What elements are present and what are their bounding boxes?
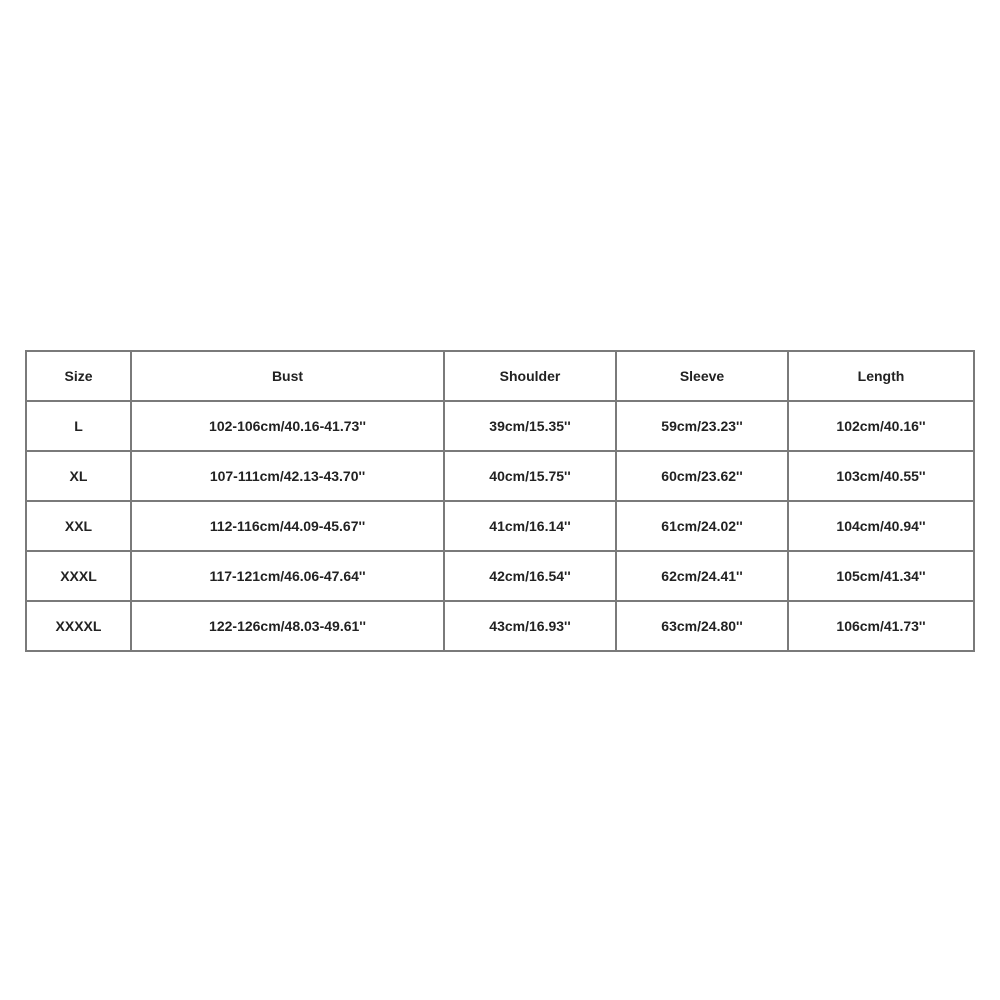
header-sleeve: Sleeve — [617, 352, 789, 402]
header-bust: Bust — [132, 352, 445, 402]
cell-shoulder: 43cm/16.93'' — [445, 602, 617, 652]
cell-sleeve: 63cm/24.80'' — [617, 602, 789, 652]
header-length: Length — [789, 352, 975, 402]
cell-sleeve: 60cm/23.62'' — [617, 452, 789, 502]
cell-bust: 102-106cm/40.16-41.73'' — [132, 402, 445, 452]
table-row — [27, 602, 975, 652]
cell-size: XXL — [27, 502, 132, 552]
cell-length: 105cm/41.34'' — [789, 552, 975, 602]
cell-size: XL — [27, 452, 132, 502]
cell-length: 103cm/40.55'' — [789, 452, 975, 502]
cell-shoulder: 42cm/16.54'' — [445, 552, 617, 602]
cell-sleeve: 59cm/23.23'' — [617, 402, 789, 452]
cell-bust: 122-126cm/48.03-49.61'' — [132, 602, 445, 652]
cell-size: XXXXL — [27, 602, 132, 652]
table-row — [27, 502, 975, 552]
header-shoulder: Shoulder — [445, 352, 617, 402]
cell-bust: 112-116cm/44.09-45.67'' — [132, 502, 445, 552]
size-chart-table — [25, 350, 975, 652]
cell-shoulder: 40cm/15.75'' — [445, 452, 617, 502]
cell-size: XXXL — [27, 552, 132, 602]
header-size: Size — [27, 352, 132, 402]
table-row — [27, 452, 975, 502]
table-header-row — [27, 352, 975, 402]
cell-sleeve: 61cm/24.02'' — [617, 502, 789, 552]
cell-bust: 107-111cm/42.13-43.70'' — [132, 452, 445, 502]
cell-shoulder: 41cm/16.14'' — [445, 502, 617, 552]
cell-bust: 117-121cm/46.06-47.64'' — [132, 552, 445, 602]
cell-length: 106cm/41.73'' — [789, 602, 975, 652]
table-row — [27, 552, 975, 602]
cell-sleeve: 62cm/24.41'' — [617, 552, 789, 602]
cell-shoulder: 39cm/15.35'' — [445, 402, 617, 452]
cell-length: 102cm/40.16'' — [789, 402, 975, 452]
cell-size: L — [27, 402, 132, 452]
table-row — [27, 402, 975, 452]
cell-length: 104cm/40.94'' — [789, 502, 975, 552]
